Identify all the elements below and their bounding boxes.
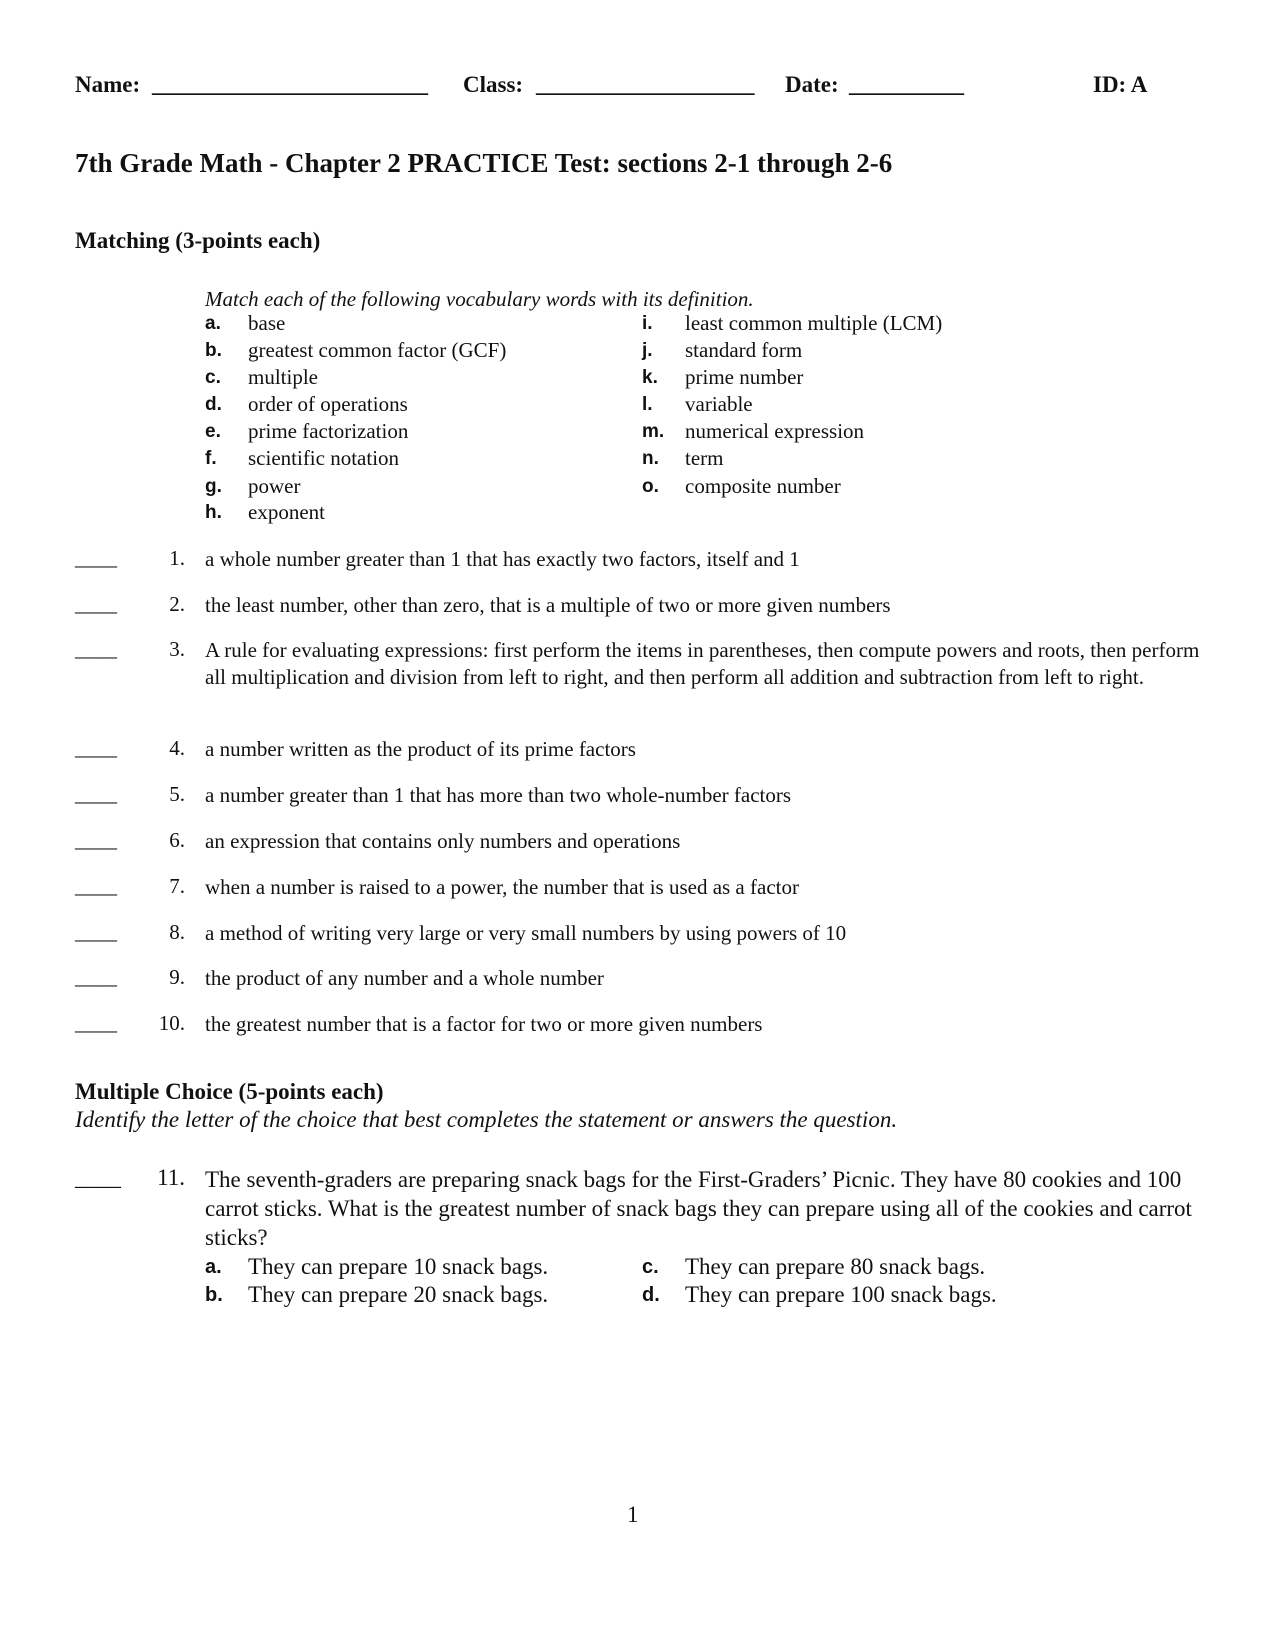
vocab-word: exponent (248, 500, 325, 524)
vocab-letter: l. (642, 394, 653, 415)
question-number: 9. (169, 965, 185, 989)
vocab-word: power (248, 474, 301, 498)
question-text: a method of writing very large or very small numbers by using powers of 10 (205, 921, 847, 945)
question-number: 3. (169, 637, 185, 661)
name-blank[interactable]: ________________________ (152, 72, 428, 97)
class-blank[interactable]: ___________________ (536, 72, 755, 97)
choice-text: They can prepare 100 snack bags. (685, 1282, 997, 1307)
question-text: when a number is raised to a power, the number that is used as a factor (205, 875, 799, 899)
choice-text: They can prepare 10 snack bags. (248, 1254, 549, 1279)
question-number: 11. (157, 1165, 185, 1190)
vocab-letter: n. (642, 448, 659, 469)
vocab-word: greatest common factor (GCF) (248, 338, 507, 362)
page-title: 7th Grade Math - Chapter 2 PRACTICE Test: sections 2-1 through 2-6 (75, 148, 893, 178)
answer-blank[interactable]: ____ (75, 782, 117, 806)
vocab-word: variable (685, 392, 753, 416)
vocab-letter: j. (642, 340, 653, 361)
matching-instructions: Match each of the following vocabulary words with its definition. (205, 287, 754, 311)
question-text: A rule for evaluating expressions: first perform the items in parentheses, then compute powers and roots, then perform all multiplication and division from left to right, and then perform all addition and subtraction from left to right. (205, 638, 1200, 689)
answer-blank[interactable]: ____ (75, 965, 117, 989)
answer-blank[interactable]: ____ (75, 736, 117, 760)
answer-blank[interactable]: ____ (75, 546, 117, 570)
multiple-choice-heading: Multiple Choice (5-points each) (75, 1079, 384, 1104)
vocab-word: prime number (685, 365, 804, 389)
question-text: a number greater than 1 that has more than two whole-number factors (205, 783, 792, 807)
multiple-choice-instructions: Identify the letter of the choice that best completes the statement or answers the question. (75, 1107, 898, 1132)
vocab-letter: c. (205, 367, 221, 388)
question-text: a number written as the product of its prime factors (205, 737, 636, 761)
question-text: an expression that contains only numbers and operations (205, 829, 681, 853)
question-text: The seventh-graders are preparing snack bags for the First-Graders’ Picnic. They have 80 cookies and 100 carrot sticks. What is the greatest number of snack bags they can prepare using all of the cookies and carrot sticks? (205, 1167, 1192, 1250)
vocab-letter: f. (205, 448, 217, 469)
vocab-word: composite number (685, 474, 841, 498)
choice-letter: b. (205, 1284, 223, 1306)
question-number: 8. (169, 920, 185, 944)
choice-letter: a. (205, 1256, 222, 1278)
vocab-word: term (685, 446, 724, 470)
question-text: the least number, other than zero, that is a multiple of two or more given numbers (205, 593, 891, 617)
page-number: 1 (627, 1502, 639, 1527)
vocab-letter: d. (205, 394, 222, 415)
name-label: Name: (75, 72, 141, 97)
question-number: 7. (169, 874, 185, 898)
question-number: 5. (169, 782, 185, 806)
question-number: 6. (169, 828, 185, 852)
date-label: Date: (785, 72, 839, 97)
answer-blank[interactable]: ____ (75, 637, 117, 661)
vocab-letter: i. (642, 313, 653, 334)
vocab-letter: k. (642, 367, 658, 388)
date-blank[interactable]: __________ (849, 72, 964, 97)
id-label: ID: A (1093, 72, 1148, 97)
choice-text: They can prepare 80 snack bags. (685, 1254, 986, 1279)
vocab-word: scientific notation (248, 446, 400, 470)
question-number: 10. (158, 1011, 185, 1035)
matching-heading: Matching (3-points each) (75, 228, 321, 253)
vocab-letter: h. (205, 502, 222, 523)
vocab-word: multiple (248, 365, 318, 389)
question-text: a whole number greater than 1 that has exactly two factors, itself and 1 (205, 547, 800, 571)
vocab-letter: o. (642, 476, 659, 497)
vocab-word: base (248, 311, 286, 335)
vocab-letter: g. (205, 476, 222, 497)
question-text: the product of any number and a whole number (205, 966, 604, 990)
vocab-word: prime factorization (248, 419, 409, 443)
question-text: the greatest number that is a factor for two or more given numbers (205, 1012, 763, 1036)
answer-blank[interactable]: ____ (75, 920, 117, 944)
vocab-word: numerical expression (685, 419, 865, 443)
vocab-letter: e. (205, 421, 221, 442)
vocab-letter: a. (205, 313, 221, 334)
vocab-word: least common multiple (LCM) (685, 311, 943, 335)
vocab-letter: m. (642, 421, 665, 442)
answer-blank[interactable]: ____ (75, 1011, 117, 1035)
vocab-word: order of operations (248, 392, 408, 416)
choice-letter: c. (642, 1256, 659, 1278)
vocab-letter: b. (205, 340, 222, 361)
choice-letter: d. (642, 1284, 660, 1306)
class-label: Class: (463, 72, 524, 97)
answer-blank[interactable]: ____ (75, 1165, 121, 1190)
vocab-word: standard form (685, 338, 803, 362)
choice-text: They can prepare 20 snack bags. (248, 1282, 549, 1307)
question-number: 4. (169, 736, 185, 760)
answer-blank[interactable]: ____ (75, 592, 117, 616)
question-number: 2. (169, 592, 185, 616)
answer-blank[interactable]: ____ (75, 874, 117, 898)
answer-blank[interactable]: ____ (75, 828, 117, 852)
question-number: 1. (169, 546, 185, 570)
